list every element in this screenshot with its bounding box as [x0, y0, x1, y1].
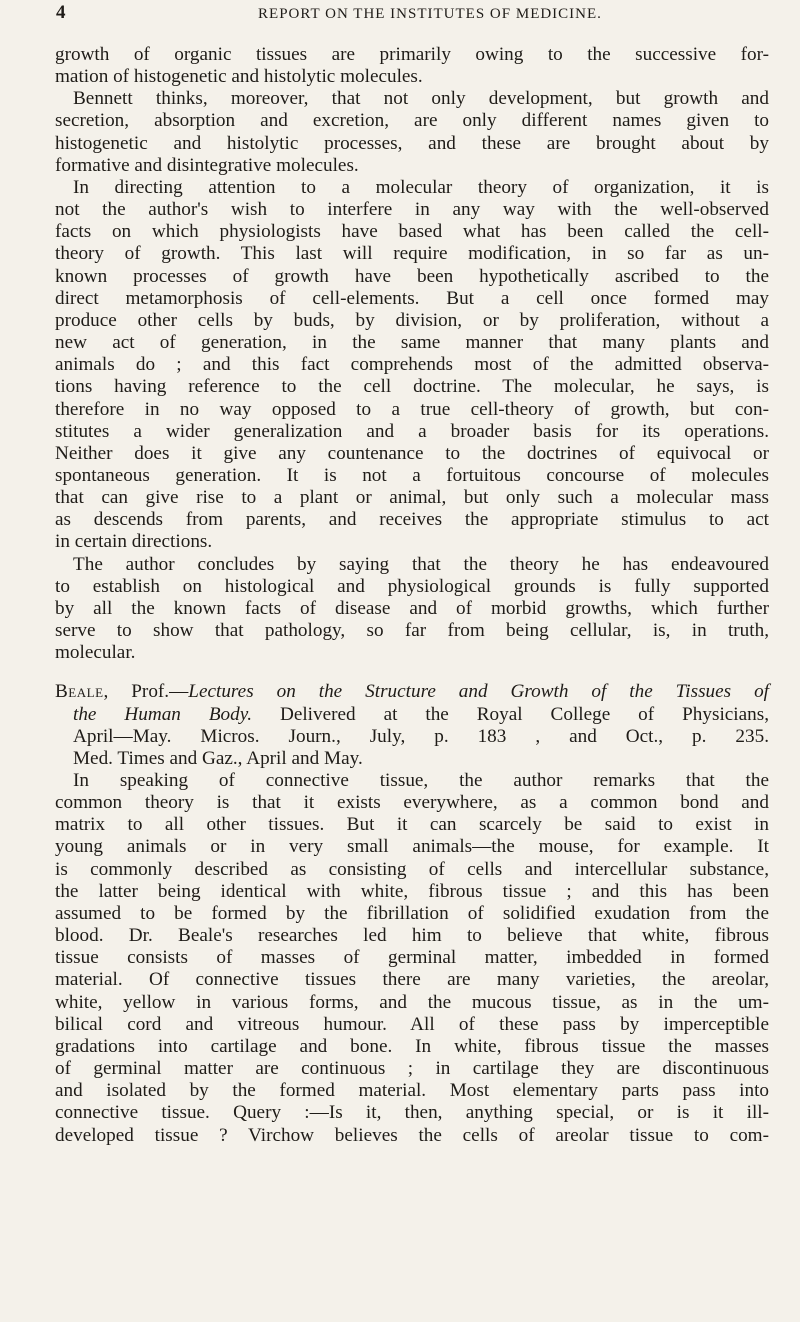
text-line: spontaneous generation. It is not a fortuitous concourse of molecules [55, 464, 769, 486]
text-line: of germinal matter are continuous ; in cartilage they are discontinuous [55, 1058, 769, 1080]
citation-line-4: Med. Times and Gaz., April and May. [73, 747, 363, 769]
citation-author-rest: , Prof.— [103, 681, 189, 703]
citation-author: Beale [55, 681, 104, 703]
text-line: growth of organic tissues are primarily owing to the successive for- [55, 44, 769, 65]
paragraph-continuation [55, 44, 769, 88]
text-line: gradations into cartilage and bone. In white, fibrous tissue the masses [55, 1035, 769, 1057]
text-line: produce other cells by buds, by division, or by proliferation, without a [55, 309, 769, 331]
text-line: secretion, absorption and excretion, are only different names given to [55, 110, 769, 132]
running-head: REPORT ON THE INSTITUTES OF MEDICINE. [258, 6, 602, 22]
citation-line-3: April—May. Micros. Journ., July, p. 183 , and Oct., p. 235. [73, 725, 769, 747]
text-line: theory of growth. This last will require modification, in so far as un- [55, 243, 769, 265]
text-line: as descends from parents, and receives the appropriate stimulus to act [55, 509, 769, 531]
text-line: by all the known facts of disease and of morbid growths, which further [55, 597, 769, 619]
citation-title-cont: the Human Body. [73, 703, 253, 725]
text-line: not the author's wish to interfere in any way with the well-observed [55, 199, 769, 221]
text-line: Bennett thinks, moreover, that not only development, but growth and [73, 88, 769, 110]
page-number: 4 [56, 2, 66, 23]
body-text [55, 44, 769, 1147]
paragraph-molecular-theory [55, 177, 769, 554]
text-line: white, yellow in various forms, and the mucous tissue, as in the um- [55, 991, 769, 1013]
paragraph-conclusion [55, 554, 769, 665]
text-line: animals do ; and this fact comprehends most of the admitted observa- [55, 354, 769, 376]
text-line: bilical cord and vitreous humour. All of these pass by imperceptible [55, 1013, 769, 1035]
text-line: facts on which physiologists have based what has been called the cell- [55, 221, 769, 243]
citation-line-1 [55, 681, 769, 703]
paragraph-connective-tissue [55, 770, 769, 1147]
text-line: formative and disintegrative molecules. [55, 154, 359, 176]
text-line: tions having reference to the cell doctrine. The molecular, he says, is [55, 376, 769, 398]
text-line: to establish on histological and physiological grounds is fully supported [55, 575, 769, 597]
text-line: mation of histogenetic and histolytic molecules. [55, 66, 423, 88]
text-line: Neither does it give any countenance to the doctrines of equivocal or [55, 442, 769, 464]
text-line: serve to show that pathology, so far from being cellular, is, in truth, [55, 620, 769, 642]
text-line: matrix to all other tissues. But it can scarcely be said to exist in [55, 814, 769, 836]
text-line: common theory is that it exists everywhere, as a common bond and [55, 792, 769, 814]
text-line: assumed to be formed by the fibrillation of solidified exudation from the [55, 902, 769, 924]
text-line: the latter being identical with white, fibrous tissue ; and this has been [55, 880, 769, 902]
text-line: The author concludes by saying that the theory he has endeavoured [73, 553, 769, 575]
citation-entry [55, 681, 769, 770]
paragraph-bennett [55, 88, 769, 177]
section-spacer [55, 664, 769, 681]
citation-line-2 [55, 704, 769, 726]
text-line: direct metamorphosis of cell-elements. But a cell once formed may [55, 287, 769, 309]
text-line: known processes of growth have been hypothetically ascribed to the [55, 265, 769, 287]
text-line: that can give rise to a plant or animal, but only such a molecular mass [55, 487, 769, 509]
text-line: histogenetic and histolytic processes, and these are brought about by [55, 132, 769, 154]
text-line: molecular. [55, 642, 136, 664]
text-line: is commonly described as consisting of cells and intercellular substance, [55, 858, 769, 880]
text-line: therefore in no way opposed to a true cell-theory of growth, but con- [55, 398, 769, 420]
text-line: new act of generation, in the same manner that many plants and [55, 332, 769, 354]
text-line: In speaking of connective tissue, the author remarks that the [73, 770, 769, 791]
text-line: material. Of connective tissues there are many varieties, the areolar, [55, 969, 769, 991]
text-line: In directing attention to a molecular theory of organization, it is [73, 176, 769, 198]
text-line: and isolated by the formed material. Most elementary parts pass into [55, 1080, 769, 1102]
citation-title: Lectures on the Structure and Growth of the Tissues of [188, 681, 769, 703]
text-line: young animals or in very small animals—the mouse, for example. It [55, 836, 769, 858]
text-line: connective tissue. Query :—Is it, then, anything special, or is it ill- [55, 1102, 769, 1124]
text-line: tissue consists of masses of germinal matter, imbedded in formed [55, 947, 769, 969]
text-line: in certain directions. [55, 531, 213, 553]
text-line: blood. Dr. Beale's researches led him to believe that white, fibrous [55, 925, 769, 947]
text-line: developed tissue ? Virchow believes the cells of areolar tissue to com- [55, 1124, 769, 1146]
citation-delivery: Delivered at the Royal College of Physicians, [252, 703, 769, 725]
text-line: stitutes a wider generalization and a broader basis for its operations. [55, 420, 769, 442]
